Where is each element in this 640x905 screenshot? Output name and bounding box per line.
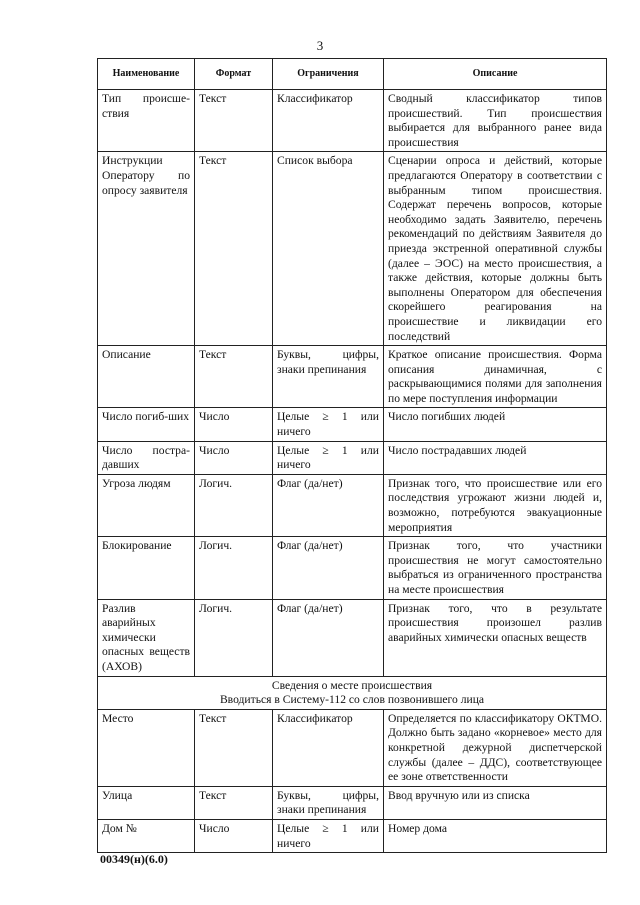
cell-format: Число <box>195 408 273 441</box>
cell-constraints: Целые ≥ 1 или ничего <box>273 441 384 474</box>
section-subtitle: Вводиться в Систему-112 со слов позвонившего лица <box>219 693 485 707</box>
document-code: 00349(н)(6.0) <box>100 852 168 866</box>
cell-name: Тип происше-ствия <box>98 90 195 152</box>
cell-constraints: Список выбора <box>273 152 384 346</box>
cell-name: Разлив аварийных химически опасных веществ (АХОВ) <box>98 599 195 676</box>
table-row <box>98 90 607 152</box>
section-row <box>98 676 607 709</box>
cell-name: Улица <box>98 786 195 819</box>
cell-format: Число <box>195 441 273 474</box>
table-row <box>98 152 607 346</box>
cell-format: Логич. <box>195 599 273 676</box>
cell-name: Место <box>98 709 195 786</box>
cell-format: Число <box>195 819 273 852</box>
cell-name: Блокирование <box>98 537 195 599</box>
cell-format: Текст <box>195 786 273 819</box>
table-row <box>98 819 607 852</box>
cell-description: Сценарии опроса и действий, которые предлагаются Оператору в соответствии с выбранным типом происшествия. Содержат перечень вопросов, которые необходимо задать Заявителю, перечень рекомендаций по действиям Заявителя до приезда экстренной оперативной службы (далее – ЭОС) на место происшествия, а также действия, которые должны быть выполнены Оператором для обеспечения скорейшего реагирования на происшествие и ликвидации его последствий <box>384 152 607 346</box>
table-row <box>98 408 607 441</box>
cell-name: Число постра-давших <box>98 441 195 474</box>
cell-description: Признак того, что происшествие или его последствия угрожают жизни людей и, возможно, потребуются эвакуационные мероприятия <box>384 474 607 536</box>
cell-description: Номер дома <box>384 819 607 852</box>
cell-format: Текст <box>195 346 273 408</box>
cell-constraints: Буквы, цифры, знаки препинания <box>273 786 384 819</box>
cell-name: Число погиб-ших <box>98 408 195 441</box>
cell-description: Число погибших людей <box>384 408 607 441</box>
cell-constraints: Классификатор <box>273 90 384 152</box>
section-cell <box>98 676 607 709</box>
header-constraints: Ограничения <box>273 59 384 90</box>
cell-format: Логич. <box>195 537 273 599</box>
table-row <box>98 537 607 599</box>
cell-description: Краткое описание происшествия. Форма описания динамичная, с раскрывающимися полями для заполнения по мере поступления информации <box>384 346 607 408</box>
cell-format: Текст <box>195 90 273 152</box>
cell-constraints: Целые ≥ 1 или ничего <box>273 408 384 441</box>
cell-name: Угроза людям <box>98 474 195 536</box>
cell-description: Определяется по классификатору ОКТМО. Должно быть задано «корневое» место для конкретной дежурной диспетчерской службы (далее – ДДС), соответствующее ее зоне ответственности <box>384 709 607 786</box>
table-row <box>98 709 607 786</box>
table-row <box>98 441 607 474</box>
cell-name: Дом № <box>98 819 195 852</box>
cell-format: Текст <box>195 152 273 346</box>
cell-constraints: Флаг (да/нет) <box>273 599 384 676</box>
cell-name: Описание <box>98 346 195 408</box>
header-name: Наименование <box>98 59 195 90</box>
data-table <box>97 58 607 853</box>
table-row <box>98 599 607 676</box>
cell-constraints: Классификатор <box>273 709 384 786</box>
cell-format: Текст <box>195 709 273 786</box>
cell-description: Признак того, что в результате происшествия произошел разлив аварийных химически опасных веществ <box>384 599 607 676</box>
cell-constraints: Флаг (да/нет) <box>273 474 384 536</box>
table-row <box>98 474 607 536</box>
page-number: 3 <box>316 38 324 53</box>
cell-constraints: Флаг (да/нет) <box>273 537 384 599</box>
cell-constraints: Буквы, цифры, знаки препинания <box>273 346 384 408</box>
cell-format: Логич. <box>195 474 273 536</box>
header-format: Формат <box>195 59 273 90</box>
cell-description: Число пострадавших людей <box>384 441 607 474</box>
table-row <box>98 786 607 819</box>
section-title: Сведения о месте происшествия <box>271 678 433 692</box>
cell-description: Ввод вручную или из списка <box>384 786 607 819</box>
header-description: Описание <box>384 59 607 90</box>
table-header-row <box>98 59 607 90</box>
table-row <box>98 346 607 408</box>
cell-name: Инструкции Оператору по опросу заявителя <box>98 152 195 346</box>
cell-description: Признак того, что участники происшествия не могут самостоятельно выбраться из ограниченного пространства на месте происшествия <box>384 537 607 599</box>
cell-constraints: Целые ≥ 1 или ничего <box>273 819 384 852</box>
cell-description: Сводный классификатор типов происшествий. Тип происшествия выбирается для выбранного ранее вида происшествия <box>384 90 607 152</box>
